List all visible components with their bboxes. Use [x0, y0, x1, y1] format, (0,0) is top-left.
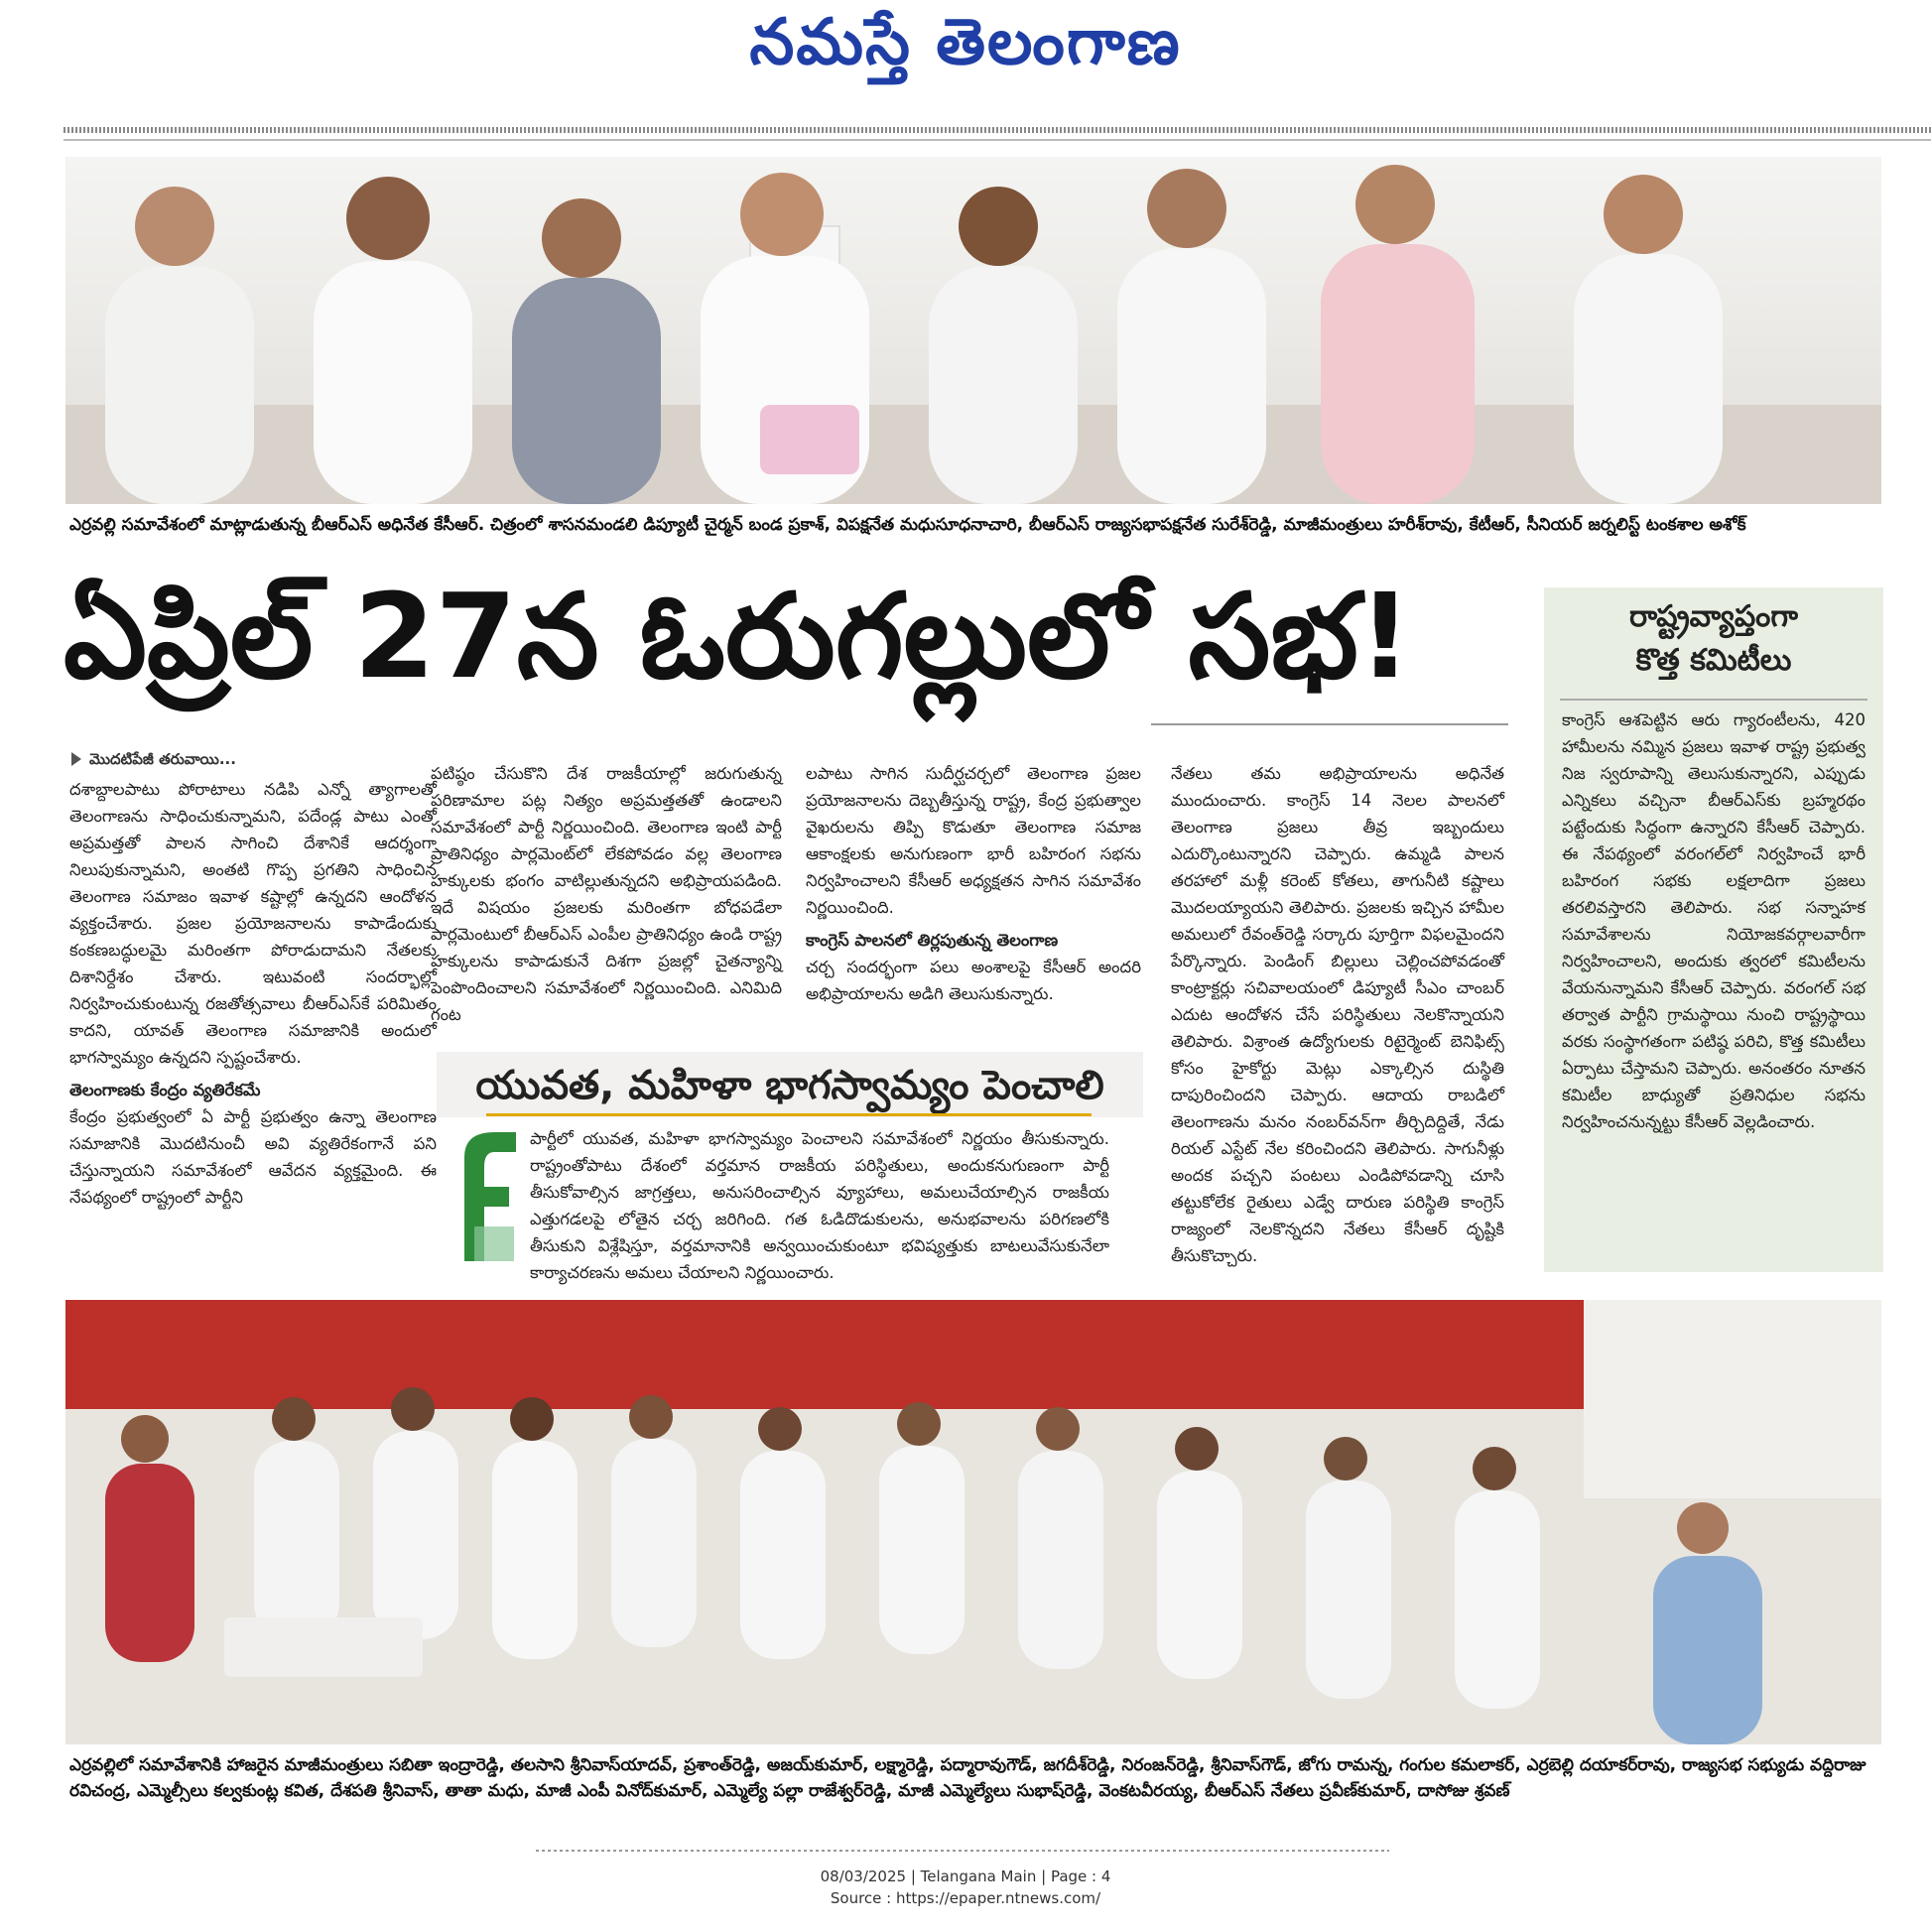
top-divider [64, 139, 1931, 141]
masthead [0, 0, 1931, 99]
continued-kicker: మొదటిపేజీ తరువాయి... [89, 750, 236, 768]
inset-body: పార్టీలో యువత, మహిళా భాగస్వామ్యం పెంచాలని సమావేశంలో నిర్ణయం తీసుకున్నారు. రాష్ట్రంతోపాటు దేశంలో వర్తమాన రాజకీయ పరిస్థితులు, అందుకనుగుణంగా పార్టీ తీసుకోవాల్సిన జాగ్రత్తలు, అనుసరించాల్సిన వ్యూహాలు, అమలుచేయాల్సిన రాజకీయ ఎత్తుగడలపై లోతైన చర్చ జరిగింది. గత ఓడిదొడుకులను, అనుభవాలను పరిగణలోకి తీసుకుని విశ్లేషిస్తూ, వర్తమానానికి అన్వయించుకుంటూ భవిష్యత్తుకు బాటలువేసుకునేలా కార్యాచరణను అమలు చేయాలని నిర్ణయించారు. [530, 1129, 1109, 1282]
subheading: కాంగ్రెస్ పాలనలో తిర్లపుతున్న తెలంగాణ [806, 931, 1059, 950]
top-rule [64, 127, 1931, 133]
meeting-photo-illustration [65, 157, 1881, 504]
article-column-2 [431, 760, 782, 1028]
paragraph: లపాటు సాగిన సుదీర్ఘచర్చలో తెలంగాణ ప్రజల ప్రయోజనాలను దెబ్బతీస్తున్న రాష్ట్ర, కేంద్ర ప్రభుత్వాల వైఖరులను తిప్పి కొడుతూ తెలంగాణ సమాజ ఆకాంక్షలకు అనుగుణంగా భారీ బహిరంగ సభను నిర్వహించాలని కేసీఆర్ అధ్యక్షతన సాగిన సమావేశం నిర్ణయించింది. [806, 764, 1141, 917]
paragraph: చర్చ సందర్భంగా పలు అంశాలపై కేసీఆర్ అందరి అభిప్రాయాలను అడిగి తెలుసుకున్నారు. [806, 958, 1141, 1003]
footer-rule [536, 1850, 1389, 1852]
footer [0, 1866, 1931, 1909]
subheading: తెలంగాణకు కేంద్రం వ్యతిరేకమే [69, 1081, 261, 1099]
top-photo [65, 157, 1881, 504]
article-column-1 [69, 776, 437, 1272]
sidebar-body: కాంగ్రెస్ ఆశపెట్టిన ఆరు గ్యారంటీలను, 420 హామీలను నమ్మిన ప్రజలు ఇవాళ రాష్ట్ర ప్రభుత్వ నిజ స్వరూపాన్ని తెలుసుకున్నారని, ఎప్పుడు ఎన్నికలు వచ్చినా బీఆర్ఎస్‌కు బ్రహ్మరథం పట్టేందుకు సిద్ధంగా ఉన్నారని కేసీఆర్ చెప్పారు. ఈ నేపథ్యంలో వరంగల్‌లో నిర్వహించే భారీ బహిరంగ సభకు లక్షలాదిగా ప్రజలు తరలివస్తారని తెలిపారు. సభ సన్నాహక సమావేశాలను నియోజకవర్గాలవారీగా నిర్వహించాలని, అందుకు త్వరలో కమిటీలను వేయనున్నామని కేసీఆర్ చెప్పారు. వరంగల్ సభ తర్వాత పార్టీని గ్రామస్థాయి నుంచి రాష్ట్రస్థాయి వరకు సంస్థాగతంగా పటిష్ఠ పరిచి, కొత్త కమిటీలు ఏర్పాటు చేస్తామని చెప్పారు. అనంతరం నూతన కమిటీల బాధ్యుతో ప్రతినిధుల సభను నిర్వహించనున్నట్టు కేసీఆర్ వెల్లడించారు. [1562, 710, 1866, 1131]
inset-title: యువత, మహిళా భాగస్వామ్యం పెంచాలి [475, 1063, 1104, 1108]
sidebar-title-line: కొత్త కమిటీలు [1635, 643, 1792, 678]
headline: ఏప్రిల్ 27న ఓరుగల్లులో సభ! [64, 568, 1412, 705]
newspaper-logo: నమస్తే తెలంగాణ [749, 6, 1182, 79]
headline-rule [1151, 723, 1508, 725]
paragraph: పటిష్ఠం చేసుకొని దేశ రాజకీయాల్లో జరుగుతున్న పరిణామాల పట్ల నిత్యం అప్రమత్తతతో ఉండాలని సమావేశంలో పార్టీ నిర్ణయించింది. తెలంగాణ ఇంటి పార్టీ ప్రాతినిధ్యం పార్లమెంట్‌లో లేకపోవడం వల్ల తెలంగాణ హక్కులకు భంగం వాటిల్లుతున్నదని అభిప్రాయపడింది. ఇదే విషయం ప్రజలకు మరింతగా బోధపడేలా పార్లమెంటులో బీఆర్ఎస్ ఎంపీల ప్రాతినిధ్యం ఉండి రాష్ట్ర హక్కులను కాపాడుకునే దిశగా ప్రజల్లో చైతన్యాన్ని పెంపొందించాలని సమావేశంలో నిర్ణయించింది. ఎనిమిది గంట [431, 764, 782, 1024]
top-photo-caption: ఎర్రవల్లి సమావేశంలో మాట్లాడుతున్న బీఆర్ఎస్ అధినేత కేసీఆర్. చిత్రంలో శాసనమండలి డిప్యూటీ చైర్మన్ బండ ప్రకాశ్, విపక్షనేత మధుసూధనాచారి, బీఆర్ఎస్ రాజ్యసభాపక్షనేత సురేశ్‌రెడ్డి, మాజీమంత్రులు హరీశ్‌రావు, కేటీఆర్, సీనియర్ జర్నలిస్ట్ టంకశాల అశోక్ [69, 515, 1746, 535]
paragraph: కేంద్రం ప్రభుత్వంలో ఏ పార్టీ ప్రభుత్వం ఉన్నా తెలంగాణ సమాజానికి మొదటినుంచీ అవి వ్యతిరేకంగానే పని చేస్తున్నాయని సమావేశంలో ఆవేదన వ్యక్తమైంది. ఈ నేపథ్యంలో రాష్ట్రంలో పార్టీని [69, 1107, 437, 1207]
sidebar-title-line: రాష్ట్రవ్యాప్తంగా [1628, 599, 1799, 634]
sidebar-title [1544, 595, 1883, 683]
footer-source-link[interactable]: Source : https://epaper.ntnews.com/ [830, 1889, 1101, 1907]
bottom-photo-caption: ఎర్రవల్లిలో సమావేశానికి హాజరైన మాజీమంత్రులు సబితా ఇంద్రారెడ్డి, తలసాని శ్రీనివాస్‌యాదవ్, ప్రశాంత్‌రెడ్డి, అజయ్‌కుమార్, లక్ష్మారెడ్డి, పద్మారావుగౌడ్, జగదీశ్‌రెడ్డి, నిరంజన్‌రెడ్డి, శ్రీనివాస్‌గౌడ్, జోగు రామన్న, గంగుల కమలాకర్, ఎర్రబెల్లి దయాకర్‌రావు, రాజ్యసభ సభ్యుడు వద్దిరాజు రవిచంద్ర, ఎమ్మెల్సీలు కల్వకుంట్ల కవిత, దేశపతి శ్రీనివాస్, తాతా మధు, మాజీ ఎంపీ వినోద్‌కుమార్, ఎమ్మెల్యే పల్లా రాజేశ్వర్‌రెడ్డి, మాజీ ఎమ్మెల్యేలు సుభాష్‌రెడ్డి, వెంకటవీరయ్య, బీఆర్ఎస్ నేతలు ప్రవీణ్‌కుమార్, దాసోజు శ్రవణ్ [69, 1755, 1867, 1801]
paragraph: దశాబ్దాలపాటు పోరాటాలు నడిపి ఎన్నో త్యాగాలతో తెలంగాణను సాధించుకున్నామని, పదేండ్ల పాటు ఎంతో అప్రమత్తతో పాలన సాగించి దేశానికే ఆదర్శంగా నిలుపుకున్నామని, అంతటి గొప్ప ప్రగతిని సాధించిన తెలంగాణ సమాజం ఇవాళ కష్టాల్లో ఉన్నదని ఆందోళన వ్యక్తంచేశారు. ప్రజల ప్రయోజనాలను కాపాడేందుకు కంకణబద్ధులమై మరింతగా పోరాడుదామని నేతలకు దిశానిర్దేశం చేశారు. ఇటువంటి సందర్భాల్లో నిర్వహించుకుంటున్న రజతోత్సవాలు బీఆర్ఎస్‌కే పరిమితం కాదని, యావత్ తెలంగాణ సమాజానికి అందులో భాగస్వామ్యం ఉన్నదని స్పష్టంచేశారు. [69, 780, 437, 1067]
sidebar-rule [1560, 699, 1867, 701]
article-column-4 [1171, 760, 1504, 1276]
meeting-audience-illustration [65, 1300, 1881, 1744]
bottom-photo [65, 1300, 1881, 1744]
paragraph: నేతలు తమ అభిప్రాయాలను అధినేత ముందుంచారు. కాంగ్రెస్ 14 నెలల పాలనలో తెలంగాణ ప్రజలు తీవ్ర ఇబ్బందులు ఎదుర్కొంటున్నారని చెప్పారు. ఉమ్మడి పాలన తరహాలో మళ్లీ కరెంట్ కోతలు, తాగునీటి కష్టాలు మొదలయ్యాయని తెలిపారు. ప్రజలకు ఇచ్చిన హామీల అమలులో రేవంత్‌రెడ్డి సర్కారు పూర్తిగా విఫలమైందని పేర్కొన్నారు. పెండింగ్ బిల్లులు చెల్లించపోవడంతో కాంట్రాక్టర్లు సచివాలయంలో డిప్యూటీ సీఎం చాంబర్ ఎదుట ఆందోళన చేసే పరిస్థితులు నెలకొన్నాయని తెలిపారు. విశ్రాంత ఉద్యోగులకు రిటైర్మెంట్ బెనిఫిట్స్ కోసం హైకోర్టు మెట్లు ఎక్కాల్సిన దుస్థితి దాపురించిందని చెప్పారు. ఆదాయ రాబడిలో తెలంగాణను మనం నంబర్‌వన్‌గా తీర్చిదిద్దితే, నేడు రియల్ ఎస్టేట్ నేల కరించిందని తెలిపారు. సాగునీళ్లు అందక పచ్చని పంటలు ఎండిపోవడాన్ని చూసి తట్టుకోలేక రైతులు ఎడ్వే దారుణ పరిస్థితి కాంగ్రెస్ రాజ్యంలో నెలకొన్నదని నేతలు కేసీఆర్ దృష్టికి తీసుకొచ్చారు. [1171, 764, 1504, 1265]
footer-date-line: 08/03/2025 | Telangana Main | Page : 4 [820, 1868, 1111, 1885]
inset-rule [486, 1113, 1092, 1116]
article-column-3 [806, 760, 1141, 1038]
drop-cap-icon [454, 1127, 524, 1266]
